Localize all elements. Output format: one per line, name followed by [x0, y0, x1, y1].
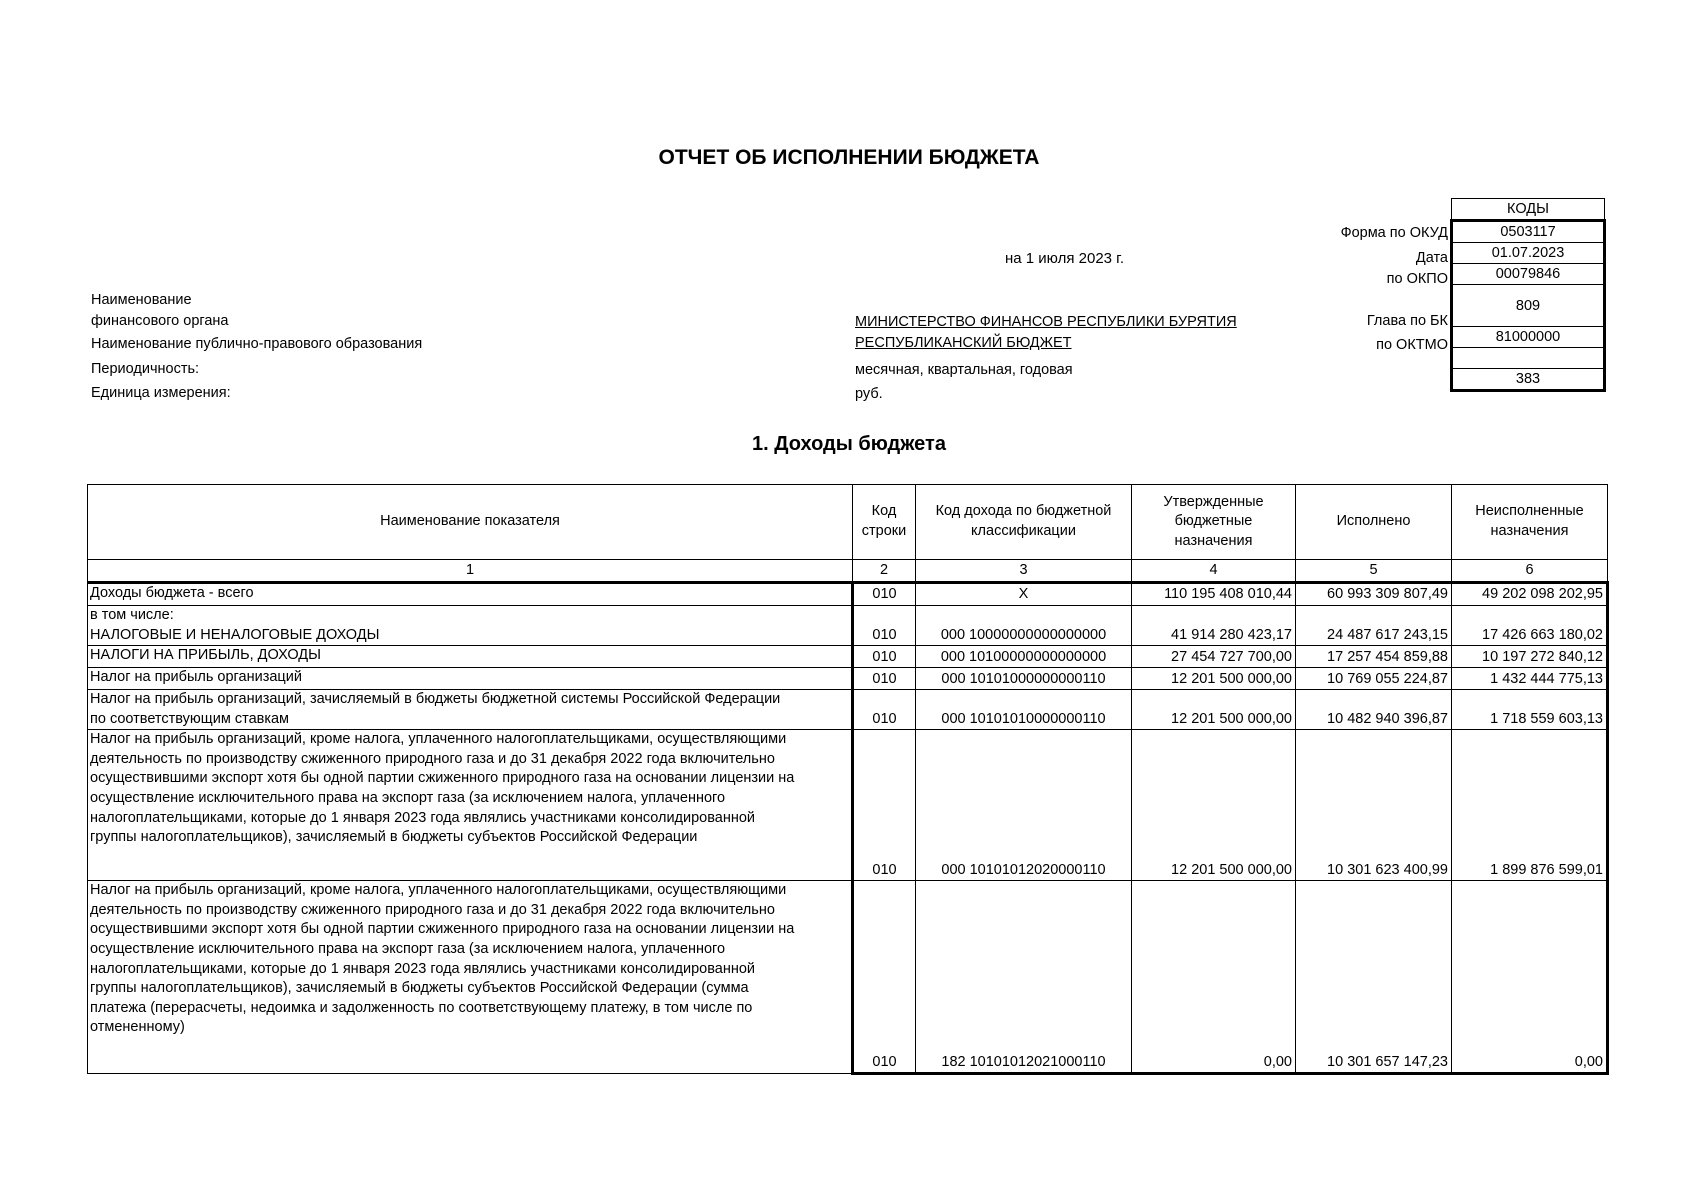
- row-name: НАЛОГИ НА ПРИБЫЛЬ, ДОХОДЫ: [88, 646, 853, 668]
- row-name: Доходы бюджета - всего: [88, 583, 853, 606]
- report-title: ОТЧЕТ ОБ ИСПОЛНЕНИИ БЮДЖЕТА: [658, 146, 1040, 169]
- fin-org-value: МИНИСТЕРСТВО ФИНАНСОВ РЕСПУБЛИКИ БУРЯТИЯ: [855, 314, 1237, 330]
- column-number: 6: [1452, 560, 1608, 583]
- row-name: Налог на прибыль организаций, зачисляемый в бюджеты бюджетной системы Российской Федерации по соответствующим ставкам: [88, 690, 853, 730]
- periodicity-code: [1452, 348, 1605, 369]
- row-approved: 12 201 500 000,00: [1132, 668, 1296, 690]
- table-row: [88, 881, 1608, 1074]
- date-code: 01.07.2023: [1452, 243, 1605, 264]
- column-header-line-code: Код строки: [853, 485, 916, 560]
- okud-label: Форма по ОКУД: [1340, 225, 1448, 241]
- row-line-code: 010: [853, 583, 916, 606]
- row-unexecuted: 0,00: [1452, 881, 1608, 1074]
- table-row: [88, 730, 1608, 881]
- row-name: Налог на прибыль организаций, кроме налога, уплаченного налогоплательщиками, осуществляющими деятельность по производству сжиженного природного газа и до 31 декабря 2022 года включительно осуществившими экспорт хотя бы одной партии сжиженного природного газа на основании лицензии на осуществление исключительного права на экспорт газа (за исключением налога, уплаченного налогоплательщиками, которые до 1 января 2023 года являлись участниками консолидированной группы налогоплательщиков), зачисляемый в бюджеты субъектов Российской Федерации: [88, 730, 853, 881]
- row-unexecuted: 10 197 272 840,12: [1452, 646, 1608, 668]
- okpo-label: по ОКПО: [1386, 271, 1448, 287]
- row-executed: 24 487 617 243,15: [1296, 606, 1452, 646]
- unit-label: Единица измерения:: [91, 385, 231, 401]
- table-row: [88, 606, 1608, 646]
- column-header-kbk: Код дохода по бюджетной классификации: [916, 485, 1132, 560]
- row-unexecuted: 49 202 098 202,95: [1452, 583, 1608, 606]
- row-line-code: 010: [853, 646, 916, 668]
- column-header-unexecuted: Неисполненные назначения: [1452, 485, 1608, 560]
- row-line-code: 010: [853, 881, 916, 1074]
- unit-value: руб.: [855, 386, 883, 402]
- fin-org-label-line1: Наименование: [91, 292, 192, 308]
- column-header-executed: Исполнено: [1296, 485, 1452, 560]
- row-unexecuted: 1 899 876 599,01: [1452, 730, 1608, 881]
- column-number: 5: [1296, 560, 1452, 583]
- row-name: Налог на прибыль организаций: [88, 668, 853, 690]
- public-entity-value: РЕСПУБЛИКАНСКИЙ БЮДЖЕТ: [855, 335, 1072, 351]
- table-row: [88, 668, 1608, 690]
- column-number: 3: [916, 560, 1132, 583]
- table-row: [88, 690, 1608, 730]
- column-header-name: Наименование показателя: [88, 485, 853, 560]
- public-entity-label: Наименование публично-правового образования: [91, 336, 423, 352]
- row-kbk: X: [916, 583, 1132, 606]
- column-number: 4: [1132, 560, 1296, 583]
- oktmo-code: 81000000: [1452, 327, 1605, 348]
- row-executed: 60 993 309 807,49: [1296, 583, 1452, 606]
- codes-table: [1450, 198, 1606, 392]
- row-executed: 10 769 055 224,87: [1296, 668, 1452, 690]
- row-line-code: 010: [853, 606, 916, 646]
- periodicity-value: месячная, квартальная, годовая: [855, 362, 1073, 378]
- bk-label: Глава по БК: [1366, 313, 1448, 329]
- row-line-code: 010: [853, 730, 916, 881]
- row-line-code: 010: [853, 690, 916, 730]
- row-kbk: 000 10101010000000110: [916, 690, 1132, 730]
- row-unexecuted: 1 432 444 775,13: [1452, 668, 1608, 690]
- row-kbk: 000 10100000000000000: [916, 646, 1132, 668]
- row-name: Налог на прибыль организаций, кроме налога, уплаченного налогоплательщиками, осуществляющими деятельность по производству сжиженного природного газа и до 31 декабря 2022 года включительно осуществившими экспорт хотя бы одной партии сжиженного природного газа на основании лицензии на осуществление исключительного права на экспорт газа (за исключением налога, уплаченного налогоплательщиками, которые до 1 января 2023 года являлись участниками консолидированной группы налогоплательщиков), зачисляемый в бюджеты субъектов Российской Федерации (сумма платежа (перерасчеты, недоимка и задолженность по соответствующему платежу, в том числе по отмененному): [88, 881, 853, 1074]
- okei-code: 383: [1452, 369, 1605, 391]
- row-executed: 17 257 454 859,88: [1296, 646, 1452, 668]
- row-unexecuted: 1 718 559 603,13: [1452, 690, 1608, 730]
- bk-code: 809: [1452, 285, 1605, 327]
- row-kbk: 182 10101012021000110: [916, 881, 1132, 1074]
- row-approved: 12 201 500 000,00: [1132, 730, 1296, 881]
- row-name: в том числе: НАЛОГОВЫЕ И НЕНАЛОГОВЫЕ ДОХОДЫ: [88, 606, 853, 646]
- row-unexecuted: 17 426 663 180,02: [1452, 606, 1608, 646]
- row-kbk: 000 10101000000000110: [916, 668, 1132, 690]
- row-kbk: 000 10101012020000110: [916, 730, 1132, 881]
- okpo-code: 00079846: [1452, 264, 1605, 285]
- okud-code: 0503117: [1452, 221, 1605, 243]
- periodicity-label: Периодичность:: [91, 361, 200, 377]
- table-row: [88, 583, 1608, 606]
- codes-header: КОДЫ: [1452, 199, 1605, 221]
- row-line-code: 010: [853, 668, 916, 690]
- report-date: на 1 июля 2023 г.: [1005, 250, 1124, 267]
- row-kbk: 000 10000000000000000: [916, 606, 1132, 646]
- oktmo-label: по ОКТМО: [1376, 337, 1448, 353]
- date-label: Дата: [1415, 250, 1448, 266]
- income-table: [87, 484, 1609, 1075]
- row-executed: 10 301 623 400,99: [1296, 730, 1452, 881]
- section-title: 1. Доходы бюджета: [752, 433, 946, 455]
- row-executed: 10 301 657 147,23: [1296, 881, 1452, 1074]
- row-approved: 27 454 727 700,00: [1132, 646, 1296, 668]
- row-approved: 0,00: [1132, 881, 1296, 1074]
- fin-org-label-line2: финансового органа: [91, 313, 229, 329]
- column-number: 1: [88, 560, 853, 583]
- column-number: 2: [853, 560, 916, 583]
- column-header-approved: Утвержденные бюджетные назначения: [1132, 485, 1296, 560]
- row-approved: 41 914 280 423,17: [1132, 606, 1296, 646]
- row-approved: 110 195 408 010,44: [1132, 583, 1296, 606]
- table-row: [88, 646, 1608, 668]
- row-executed: 10 482 940 396,87: [1296, 690, 1452, 730]
- row-approved: 12 201 500 000,00: [1132, 690, 1296, 730]
